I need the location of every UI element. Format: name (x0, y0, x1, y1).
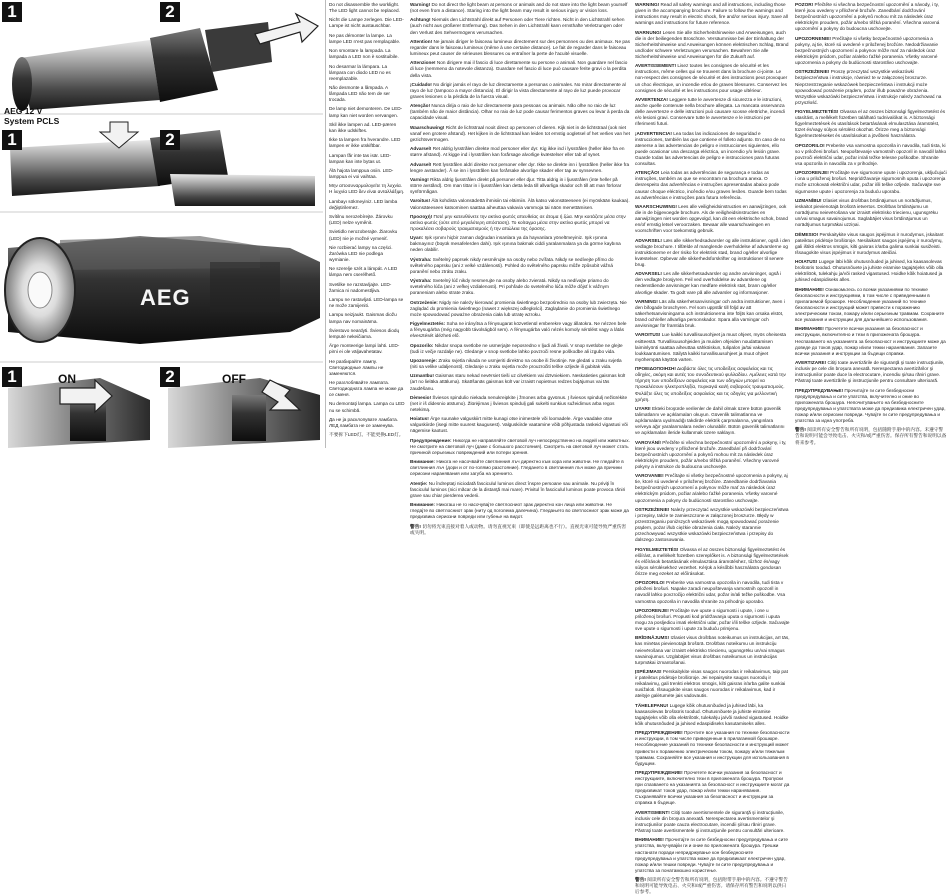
paragraph: Не разбирайте лампу. Светодиодные лампы не заменяются. (329, 358, 384, 376)
warning-text: Прочитајте ги сите безбедносни предупредувања и сите упатства, вклучувајќи ги и оние во приложената брошура. Грешки настанати поради непридржување кон безбедносните предупредувања и упатства може да предизвикаат електричен удар, пожар и/или тешки повреди. Чувајте ги сите предупредувања и упатства за понатамошно користење. (635, 837, 789, 873)
warning-label: Attenzione! (410, 60, 436, 66)
warning-text: Läs alla säkerhetsanvisningar och andra instruktioner, även i den bifogade broschyren. Fel som uppstår till följd av att säkerhetsanvisningarna och instruktionerna inte följts kan orsaka elstöt, brand och/eller allvarliga personskador. Spara alla varningar och anvisningar för framtida bruk. (635, 298, 785, 329)
warning-text: Прочитајте ги сите безбедносни предупредувања и сите упатства, вклучително и оние во приложената брошура. Непочитувањето на безбедносните предупредувања и упатствата може да предизвика електричен удар, пожар и/или сериозни повреди. Чувајте ги сите предупредувања и упатства за идна употреба. (795, 387, 946, 424)
warning-paragraph (635, 810, 790, 834)
warning-text: Olvassa el az összes biztonsági figyelmeztetést és előírást, a mellékelt füzetben szereplőket is. A biztonsági figyelmeztetések és előírások betartásának elmulasztása áramütéshez, tűzhöz és/vagy súlyos sérülésekhez vezethet. Kérjük a későbbi használatra gondosan őrizze meg ezeket az előírásokat. (635, 546, 789, 576)
warning-paragraph (410, 343, 630, 355)
warning-paragraph (635, 837, 790, 874)
warning-paragraph (635, 580, 790, 604)
warning-text: Izlasiet visus drošības noteikumus un instrukcijas, arī tās, kas minētas pievienotajā brošūrā. Drošības noteikumu un instrukciju neievērošana var izraisīt elektrisko triecienu, ugunsgrēku un/vai smagus savainojumus. Uzglabājiet visus drošības noteikumus un instrukcijas turpmākai izmantošanai. (635, 635, 790, 665)
warning-label: Uyarı: (410, 235, 424, 241)
warning-paragraph (635, 635, 790, 665)
warning-paragraph (410, 146, 630, 158)
warning-paragraph (795, 170, 947, 194)
warning-text: Prečítajte si všetky bezpečnostné upozornenia a pokyny, aj tie, ktoré sú uvedené v priloženej brožúre. Zanedbanie dodržiavania bezpečnostných upozornení a pokynov môže mať za následok úraz elektrickým prúdom, požiar a/alebo ťažké poranenia. Všetky varovné upozornenia a pokyny do budúcnosti starostlivo uschovajte. (635, 473, 788, 503)
warning-text: Ret aldrig lysstrålen direkte mod personer eller dyr. Kig ikke ind i lysstrålen (heller ikke fra en større afstand). At kigge ind i lysstrålen kan forårsage alvorlige kvæstelser eller tab af synet. (410, 146, 625, 158)
paragraph: Šviestuvo neardyti. Šviesos diodų lemputė nekeičiama. (329, 327, 400, 339)
warning-paragraph (410, 177, 630, 195)
paragraph: Ikke ta lampen fra hverandre. LED lampen er ikke utskiftbar. (329, 137, 401, 149)
warning-label: ПРЕДУПРЕЖДЕНИЕ! (635, 730, 683, 736)
warning-text: Světelný paprsek nikdy nesměrujte na osoby nebo zvířata. Nikdy se nedívejte přímo do světelného paprsku (ani z velké vzdálenosti). Pohled do světelného paprsku může způsobit vážná poranění nebo ztrátu zraku. (410, 256, 614, 274)
warning-text: Zraku svjetla nikada ne usmjeriti direktno na osobe ili životinje. Ne gledati u zraku svjetla (niti sa velike udaljenosti). Gledanje u zraku svjetla može prouzročiti teške ozljede ili gubitak vida. (410, 357, 622, 370)
warning-label: Внимание: (410, 502, 435, 508)
warning-text: Do not direct the light beam at persons or animals and do not stare into the light beam yourself (not even from a distance). Staring into the light beam may result in serious injury or vision loss. (410, 2, 628, 14)
warning-label: Varoitus! (410, 198, 431, 204)
warning-text: Šviesos spindulio niekada nenukreipkite į žmones arba gyvūnus. Į šviesos spindulį nežiūrėkite (net ir iš didesnio atstumo). Žiūrėjimas į šviesos spindulį gali sukelti sunkius sužeidimus arba regos netekimą. (410, 394, 628, 412)
worklight-main-view (0, 236, 323, 362)
warning-text: Прочтите все указания по технике безопасности и инструкции, в том числе приведенные в прилагаемой брошюре. Несоблюдение указаний по технике безопасности и инструкций может привести к поражению электрическим током, пожару и/или тяжелым травмам. Сохраняйте все указания и инструкции для использования в будущем. (635, 730, 790, 766)
warning-text: Izlasiet visus drošības brīdinājumus un norādījumus, ieskaitot pievienotajā brošūrā ietvertos. Drošības brīdinājumu un norādījumu neievērošana var izraisīt elektrisko triecienu, ugunsgrēku un/vai smagus savainojumus. Saglabājiet visus brīdinājumus un norādījumus turpmākai uzziņai. (795, 197, 938, 228)
warning-text: Lugege kõik ohutusnõuded ja juhised läbi, ka kaasasolevas brošüüris toodud. Ohutusnõuete ja juhiste eiramise tagajärjeks võib olla elektrilöök, tulekahju ja/või rasked vigastused. Hoidke kõik ohutusnõuded ja juhised edaspidiseks kasutamiseks alles. (635, 702, 789, 726)
warning-paragraph (635, 238, 790, 268)
warning-paragraph (635, 131, 790, 168)
warning-text: Leggere tutte le avvertenze di sicurezza e le istruzioni, anche quelle contenute nella brochure allegata. La mancata osservanza delle avvertenze e delle istruzioni può causare scosse elettriche, incendi e/o lesioni gravi. Conservare tutte le avvertenze e le istruzioni per riferimenti futuri. (635, 96, 785, 127)
warning-text: Richt de lichtstraal nooit direct op personen of dieren. Kijk niet in de lichtstraal (ook niet vanaf een grotere afstand). Het kijken in de lichtstraal kan leiden tot ernstig oogletsel of het verlies van het gezichtsvermogen. (410, 124, 630, 142)
warning-paragraph (795, 143, 947, 167)
divider (325, 0, 326, 448)
warning-label: AVVERTENZA! (635, 96, 668, 102)
warning-label: UPOZORENJE! (635, 607, 669, 613)
warning-text: Olvassa el az összes biztonsági figyelmeztetést és utasítást, a mellékelt füzetben található tudnivalókat is. A biztonsági figyelmeztetések és utasítások betartásának elmulasztása áramütést, tüzet és/vagy súlyos sérülést okozhat. Őrizze meg a biztonsági figyelmeztetéseket és utasításokat a jövőbeni használatra. (795, 109, 946, 139)
warning-label: UYARI! (635, 405, 651, 411)
warning-paragraph (635, 703, 790, 727)
step-2-badge: 2 (160, 2, 180, 22)
warning-text: Lea todas las indicaciones de seguridad e instrucciones, también las que contiene el folleto adjunto. En caso de no atenerse a las advertencias de peligro e instrucciones siguientes, ello puede ocasionar una descarga eléctrica, un incendio y/o lesión grave. Guarde todas las advertencias de peligro e instrucciones para futuras consultas. (635, 130, 786, 166)
warning-text: Prečítajte si všetky bezpečnostné upozornenia a pokyny, aj tie, ktoré sú uvedené v priloženej brožúre. Nedodržiavanie bezpečnostných upozornení a pokynov môže mať za následok úraz elektrickým prúdom, požiar a/alebo ťažké poranenia. Všetky varovné upozornenia a pokyny do budúcnosti starostlivo uschovajte. (795, 35, 938, 66)
warning-label: Uzmanību! (410, 373, 434, 379)
step-2-badge: 2 (160, 130, 180, 150)
warning-label: OSTRZEŻENIE! (795, 69, 830, 75)
warning-label: WARNING! (635, 2, 660, 7)
warning-text: Ärge suunake valguskiirt mitte kunagi otse inimestele või loomadele. Ärge vaadake otse valguskiirde (isegi mitte suurest kaugusest). Valguskiirde vaatamine võib põhjustada raskeid vigastusi või nägemise kaotust. (410, 416, 628, 434)
warning-text: Leia todas as advertências de segurança e todas as instruções, também as que se encontram na brochura anexa. O desrespeito das advertências e instruções apresentadas abaixo pode causar choque eléctrico, incêndio e/ou graves lesões. Guarde bem todas as advertências e instruções para futura referência. (635, 170, 787, 200)
warning-text: Işık ışınını hiçbir zaman doğrudan insanlara ya da hayvanlara yöneltmeyiniz. Işık ışınına bakmayınız (büyük mesafelerden dahi). Işık ışınına bakmak ciddi yaralanmalara ya da görme kaybına neden olabilir. (410, 235, 621, 253)
warning-text: Soha ne irányítsa a fénysugarat közvetlenül emberekre vagy állatokra. Ne nézzen bele a fénysugárba (még nagyobb távolságból sem). A fénysugárba való nézés komoly sérülést vagy a látás elvesztését idézheti elő. (410, 321, 627, 339)
warning-label: Dėmesio! (410, 394, 432, 400)
warning-label: ВНИМАНИЕ! (795, 286, 824, 292)
warning-paragraph (410, 103, 630, 121)
warning-paragraph (795, 427, 947, 445)
warning-label: Warning! (410, 2, 431, 7)
warning-paragraph (795, 2, 947, 32)
warning-paragraph (410, 481, 630, 499)
paragraph: Lampu ne rastavljati. LED-lampa se ne može zamijeniti. (329, 297, 404, 309)
warning-label: BRĪDINĀJUMS! (635, 635, 670, 641)
warning-paragraph (795, 388, 947, 425)
paragraph: No desarmar la lámpara. La lámpara con diodo LED no es reemplazable. (329, 63, 391, 81)
step-row-switch (8, 378, 320, 448)
warning-text: Citiţi toate avertizările de siguranţă şi toate instrucţiunile, inclusiv pe cele din broşura anexată. Nerespectarea avertizărilor şi instrucţiunilor poate duce la electrocutare, incendiu şi/sau răniri grave. Păstraţi toate avertizările şi instrucţiunile pentru consultare ulterioară. (795, 360, 945, 384)
warning-label: OSTRZEŻENIE! (635, 506, 670, 512)
paragraph: Μην αποσυναρμολογείτε τη λυχνία. Η λυχνία LED δεν είναι ανταλλάξιμη. (329, 183, 405, 195)
paragraph: Älä hajota lamppua osiin. LED-lamppua ei voi vaihtaa. (329, 167, 394, 180)
warning-text: Никога не насочвайте светлинния лъч директно към хора или животни. Не гледайте в светлинния лъч (дори и от по-голямо разстояние). Гледането в светлинния лъч може да причини сериозни наранявания или загуба на зрението. (410, 459, 624, 477)
warning-paragraph (635, 770, 790, 807)
warning-label: Výstraha: (410, 256, 432, 262)
warning-label: ATENÇÃO! (635, 170, 660, 176)
warning-text: Nikdar snopa svetlobe ne usmerjajte neposredno v ljudi ali živali. V snop svetlobe ne glejte (tudi iz večje razdalje ne). Gledanje v snop svetlobe lahko povzroči resne poškodbe ali izgubo vida. (410, 342, 623, 354)
warning-paragraph (410, 162, 630, 174)
warning-label: UZMANĪBU! (795, 197, 822, 203)
warning-paragraph (410, 438, 630, 456)
warning-paragraph (410, 502, 630, 520)
warning-label: ВНИМАНИЕ! (795, 326, 824, 332)
warning-label: Figyelmeztetés: (410, 321, 446, 327)
warning-paragraph (410, 373, 630, 391)
step-1-badge: 1 (2, 2, 22, 22)
warning-text: Lue kaikki turvallisuusohjeet ja muut ohjeet, myös oheisesta esitteestä. Turvallisuusohjeiden ja muiden ohjeiden noudattamisen laiminlyönti saattaa aiheuttaa sähköiskun, tulipalon ja/tai vakavan loukkaantumisen. Säilytä kaikki turvallisuusohjeet ja muut ohjeet myöhempää käyttöä varten. (635, 332, 787, 362)
warning-label: POZOR! (795, 2, 814, 7)
warning-label: WARNUNG! (635, 29, 662, 35)
warning-text: Přečtěte si všechna bezpečnostní upozornění a pokyny, i ty, které jsou uvedeny v přiložené brožuře. Zanedbání při dodržování bezpečnostních upozornění a pokynů mohou mít za následek úraz elektrickým proudem, požár a/nebo těžká poranění. Všechny varovné pokyny a instrukce do budoucna uschovejte. (635, 439, 787, 469)
warning-label: Atenção! (410, 103, 431, 109)
warning-text: Ознакомьтесь со всеми указаниями по технике безопасности и инструкциями, в том числе с приведенными в прилагаемой брошюре. Несоблюдение указаний по технике безопасности и инструкций может привести к поражению электрическим током, пожару и/или серьезным травмам. Сохраните все указания и инструкции для дальнейшего использования. (795, 286, 945, 323)
warning-text: Nu îndreptaţi niciodată fasciculul luminos direct înspre persoane sau animale. Nu priviţi în fasciculul luminos (nici măcar de la distanţă mai mare). Privitul în fasciculul luminos poate provoca răniri grave sau chiar pierderea vederii. (410, 480, 626, 498)
paragraph: Svetilke ne razstavljajte. LED-žarnica ni nadomestljiva. (329, 281, 392, 293)
warning-label: Предупреждение: (410, 437, 452, 443)
warning-label: ΠΡΟΕΙΔΟΠΟΙΗΣΗ! (635, 366, 676, 372)
warning-label: 警告! (635, 877, 646, 883)
warning-label: WAARSCHUWING! (635, 203, 677, 209)
warning-paragraph (795, 259, 947, 283)
warning-paragraph (410, 416, 630, 434)
paragraph: Да не ја расклопувате ламбата. ЛЕД ламбата не се заменува. (329, 416, 399, 428)
warning-paragraph (635, 97, 790, 127)
warning-label: Ostrzeżenie: (410, 299, 438, 305)
warning-paragraph (410, 300, 630, 318)
paragraph: Не разглобявайте лампата. Светодиодната лампа не може да се сменя. (329, 380, 404, 398)
paragraph: Do not disassemble the worklight. The LED light cannot be replaced. (329, 2, 400, 14)
warning-paragraph (795, 360, 947, 384)
warning-paragraph (635, 406, 790, 436)
warning-text: 阅读所有安全警告和所有说明，包括附带手册中的内容。不遵守警告和说明可能导致电击、火灾和/或严重伤害。请保存所有警告和说明以供日后参考。 (635, 877, 788, 895)
warning-paragraph (795, 232, 947, 256)
illustration-panel (0, 0, 323, 448)
paragraph: Nu demontaţi lampa. Lampa cu LED nu se schimbă. (329, 401, 405, 413)
warning-label: Varning! (410, 176, 429, 182)
warning-label: AVERTISMENT! (635, 809, 670, 815)
warning-paragraph (635, 30, 790, 60)
warning-text: Nigdy nie należy kierować promienia świetlnego bezpośrednio na osoby lub zwierzęta. Nie zaglądać do promienia świetlnego (nawet z większej odległości). Zaglądanie do promienia świetlnego może spowodować poważne obrażenia ciała lub utratę wzroku. (410, 299, 627, 317)
warning-paragraph (635, 366, 790, 403)
warning-label: VAROVÁNÍ! (635, 439, 661, 445)
paragraph: Svietidlo nerozoberajte. Žiarovku (LED) nie je možné vymeniť. (329, 229, 398, 241)
warning-text: Perskaitykite visas saugos nuorodas ir reikalavimus, taip pat ir pateiktus pridėtoje brošiūroje. Jei nepaisysite saugos nuorodų ir reikalavimų, gali trenkti elektros smūgis, kilti gaisras ir/arba galite sunkiai susižaloti. Išsaugokite visas saugos nuorodas ir reikalavimus, kad ir ateityje galėtumėte jais vadovautis. (635, 669, 788, 699)
col-safety-warnings-2 (795, 2, 947, 449)
warning-label: ПРЕДУПРЕДУВАЊЕ! (795, 387, 844, 393)
warning-label: Upozorenje: (410, 357, 438, 363)
warning-text: No dirigir jamás el rayo de luz directamente a personas o animales. No mirar directamente al rayo de luz (tampoco a mayor distancia). El dirigir la vista directamente al rayo de luz puede provocar graves lesiones o la pérdida de la fuerza visual. (410, 81, 626, 99)
warning-text: Læs alle sikkerhedsadvarsler og alle instruktioner, også i den vedlagte brochure. I tilfælde af manglende overholdelse af advarslerne og instruktionerne er der risiko for elektrisk stød, brand og/eller alvorlige kvæstelser. Opbevar alle sikkerhedsforskrifter og instruktioner til senere brug. (635, 237, 790, 267)
warning-text: Прочетете всички указания за безопасност и инструкциите, включително тези в приложената брошура. Пропуски при спазването на указанията за безопасност и инструкциите могат да предизвикат токов удар, пожар и/или тежки наранявания. Съхранявайте всички указания за безопасност и инструкции за справка в бъдеще. (635, 770, 790, 806)
on-label: ON (58, 372, 76, 386)
warning-paragraph (410, 125, 630, 143)
warning-paragraph (410, 2, 630, 14)
warning-paragraph (635, 440, 790, 470)
warning-text: Прочетете всички указания за безопасност и инструкции, включително и тези в приложената брошура. Неспазването на указанията за безопасност и инструкциите може да доведе до токов удар, пожар и/или тежки наранявания. Запазете всички указания и инструкции за бъдещи справки. (795, 326, 946, 356)
warning-label: OPOZORILO! (795, 142, 825, 148)
warning-text: Pročitajte sve upute o sigurnosti i upute, i one u priloženoj brošuri. Propusti kod pridržavanja uputa o sigurnosti i uputa mogu za posljedicu imati električni udar, požar i/ili teške ozljede. Sačuvajte sve upute o sigurnosti i upute za buduću primjenu. (635, 607, 790, 632)
warning-paragraph (410, 235, 630, 253)
paragraph: Svítilnu nerozebírejte. Žárovku (LED) nelze vyměnit. (329, 214, 393, 226)
warning-text: Ekteki broşürde verilenler de dahil olmak üzere bütün güvenlik talimatlarını ve açıklamaları okuyun. Güvenlik talimatlarına ve açıklamalara uyulmadığı takdirde elektrik çarpmalarına, yangınlara ve/veya ağır yaralanmalara neden olunabilir. Bütün güvenlik talimatlarını ve açıklamaları ileride kullanmak üzere saklayın. (635, 405, 785, 436)
warning-text: Read all safety warnings and all instructions, including those given in the accompanying brochure. Failure to follow the warnings and instructions may result in electric shock, fire and/or serious injury. Save all warnings and instructions for future reference. (635, 2, 788, 26)
warning-text: Należy przeczytać wszystkie wskazówki bezpieczeństwa i przepisy, także te zamieszczone w załączonej broszurze. Błędy w przestrzeganiu poniższych wskazówek mogą spowodować porażenie prądem, pożar i/lub ciężkie obrażenia ciała. Należy starannie przechowywać wszystkie wskazówki bezpieczeństwa i przepisy do dalszego zastosowania. (635, 506, 789, 543)
warning-paragraph (410, 459, 630, 477)
warning-paragraph (410, 395, 630, 413)
warning-text: Svetelný lúč nikdy nesmerujte na osoby alebo zvieratá. Nikdy sa nedívajte priamo do svetelného lúča (ani z veľkej vzdialenosti). Pri pohľade do svetelného lúča môže dôjsť k vážnym poraneniam alebo strate zraku. (410, 278, 609, 296)
paragraph: Lampu neizjaukt. Gaismas diožu lampa nav nomaināma. (329, 312, 397, 324)
col-safety-warnings (635, 2, 790, 896)
paragraph: 不要拆下LED灯。不能更换LED灯。 (329, 432, 404, 438)
warning-text: Διαβάστε όλες τις υποδείξεις ασφαλείας και τις οδηγίες, ακόμη και αυτές του συνοδευτικού φυλλαδίου. Αμέλειες κατά την τήρηση των υποδείξεων ασφαλείας και των οδηγιών μπορεί να προκαλέσουν ηλεκτροπληξία, πυρκαγιά και/ή σοβαρούς τραυματισμούς. Φυλάξτε όλες τις υποδείξεις ασφαλείας και τις οδηγίες για μελλοντική χρήση. (635, 366, 786, 402)
warning-paragraph (795, 69, 947, 106)
col-light-beam-warnings (410, 2, 630, 539)
warning-paragraph (635, 877, 790, 895)
paragraph: Não desmonte a lâmpada. A lâmpada LED não tem de ser trocada. (329, 84, 390, 103)
warning-paragraph (635, 730, 790, 767)
warning-label: Advarsel! (410, 146, 432, 152)
warning-text: Les alle sikkerhetsadvarsler og andre anvisninger, også i den vedlagte brosjyren. Feil ved overholdelse av advarslene og nedenstående anvisninger kan medføre elektrisk støt, brann og/eller alvorlige skader. Ta godt vare på alle advarsler og informasjoner. (635, 271, 782, 295)
warning-label: ADVARSEL! (635, 237, 662, 243)
warning-label: 警告! (795, 427, 806, 433)
warning-text: Perskaitykite visus saugos įspėjimus ir nurodymus, įskaitant pateiktus pridėtoje brošiūroje. Nesilaikant saugos įspėjimų ir nurodymų, gali ištikti elektros smūgis, kilti gaisras ir/arba galima sunkiai susižeisti. Išsaugokite visus įspėjimus ir nurodymus ateičiai. (795, 231, 944, 255)
warning-label: VAROVANIE! (635, 473, 664, 479)
warning-paragraph (635, 332, 790, 362)
warning-text: Ποτέ μην κατευθύνετε την ακτίνα φωτός απευθείας σε άτομα ή ζώα. Μην κοιτάζετε μέσα στην ακτίνα φωτός (ούτε από μεγαλύτερη απόσταση). Το κοίταγμα μέσα στην ακτίνα φωτός μπορεί να προκαλέσει σοβαρούς τραυματισμούς ή την απώλεια της όρασης. (410, 213, 626, 231)
paragraph: Nicht die Lampe zerlegen. Die LED-Lampe ist nicht austauschbar. (329, 17, 404, 29)
warning-text: Non dirigere mai il fascio di luce direttamente su persone o animali. Non guardare nel fascio di luce (nemmeno da notevole distanza). Guardare nel fascio di luce può causare ferite gravi o la perdita della vista. (410, 60, 628, 78)
warning-paragraph (410, 60, 630, 78)
warning-paragraph (635, 204, 790, 234)
warning-paragraph (410, 214, 630, 232)
paragraph: Ne pas démonter la lampe. La lampe LED n'est pas remplaçable. (329, 32, 401, 44)
warning-label: Attention! (410, 38, 433, 44)
warning-text: Rett lysstrålen aldri direkte mot personer eller dyr. Ikke se direkte inn i lysstrålen (heller ikke fra lengre avstander). Å se inn i lysstrålen kan forårsake alvorlige skader eller tap av synsevnen. (410, 161, 630, 173)
warning-paragraph (410, 524, 630, 536)
paragraph: Skil ikke lampen ad. LED-pæren kan ikke udskiftes. (329, 121, 397, 133)
warning-text: Proszę przeczytać wszystkie wskazówki bezpieczeństwa i instrukcje, również te w załączonej broszurze. Nieprzestrzeganie wskazówek bezpieczeństwa i instrukcji może spowodować porażenie prądem, pożar i/lub poważne obrażenia. Wszystkie wskazówki bezpieczeństwa i instrukcje należy zachować na przyszłość. (795, 69, 942, 105)
warning-label: FIGYELMEZTETÉS! (795, 109, 839, 115)
warning-label: AVERTIZARE! (795, 360, 827, 366)
warning-label: Внимание: (410, 459, 435, 465)
warning-paragraph (410, 82, 630, 100)
warning-label: UPOZORNENIE! (795, 35, 831, 41)
warning-label: ВНИМАНИЕ! (635, 837, 664, 843)
warning-paragraph (635, 271, 790, 295)
warning-label: DĖMESIO! (795, 231, 819, 237)
paragraph: Ärge monteerige lampi lahti. LED-pirni ei ole väljavahetatav. (329, 343, 400, 355)
warning-paragraph (635, 170, 790, 200)
warning-text: Lees alle veiligheidsinstructies en aanwijzingen, ook die in de bijgevoegde brochure. Als de veiligheidsinstructies en aanwijzingen niet worden opgevolgd, kan dit een elektrische schok, brand en/of ernstig letsel veroorzaken. Bewaar alle waarschuwingen en voorschriften voor toekomstig gebruik. (635, 203, 788, 234)
warning-label: Achtung! (410, 17, 431, 23)
warning-label: VARNING! (635, 298, 658, 304)
paragraph: Lambayı sökmeyiniz. LED lamba değiştirilemez. (329, 198, 398, 210)
warning-paragraph (795, 36, 947, 66)
warning-label: ¡ADVERTENCIA! (635, 130, 672, 136)
warning-text: 切勿将光束直接对着人或动物。请勿直视光束（即使是远距离也不行）。直视光束可能导致严重伤害或失明。 (410, 523, 627, 535)
warning-label: TÄHELEPANU! (635, 702, 669, 708)
warning-paragraph (795, 198, 947, 228)
brand-logo: AEG (140, 285, 191, 310)
paragraph: Lampan får inte tas isär. LED-lampan kan inte bytas ut. (329, 152, 392, 164)
warning-label: FIGYELMEZTETÉS! (635, 546, 679, 552)
warning-text: Citiţi toate avertismentele de siguranţă şi instrucţiunile, inclusiv cele din broşura anexată. Nerespectarea avertismentelor şi instrucţiunilor poate cauza electrocutare, incendii şi/sau răniri grave. Păstraţi toate avertismentele şi instrucţiunile pentru consultări ulterioare. (635, 809, 785, 834)
paragraph: Nie rozbierać lampy na części. Żarówka LED nie podlega wymianie. (329, 244, 393, 262)
warning-text: Nunca dirija o raio de luz directamente para pessoas ou animais. Não olhe no raio de luz (também não de maior distância). Olhar no raio de luz pode causar ferimentos graves ou levar à perda da capacidade visual. (410, 103, 630, 121)
off-label: OFF (222, 372, 246, 386)
step-2-badge: 2 (160, 367, 180, 387)
warning-label: OPOZORILO! (635, 580, 665, 586)
warning-paragraph (410, 358, 630, 370)
warning-label: Advarsel! (410, 161, 432, 167)
warning-label: 警告! (410, 523, 421, 529)
warning-text: Pročitajte sve sigurnosne upute i upozorenja, uključujući i ona u priloženoj brošuri. Nepridržavanje sigurnosnih uputa i upozorenja može uzrokovati električni udar, požar i/ili teške ozljede. Sačuvajte sve sigurnosne upute i upozorenja za buduću uporabu. (795, 170, 947, 194)
warning-paragraph (635, 547, 790, 577)
warning-label: VAROITUS! (635, 332, 661, 338)
warning-text: Lesen Sie alle Sicherheitshinweise und Anweisungen, auch die in der beiliegenden Broschüre. Versäumnisse bei der Einhaltung der Sicherheitshinweise und Anweisungen können elektrischen Schlag, Brand und/oder schwere Verletzungen verursachen. Bewahren Sie alle Sicherheitshinweise und Anweisungen für die Zukunft auf. (635, 29, 789, 59)
paragraph: Ne szerelje szét a lámpát. A LED lámpa nem cserélhető. (329, 266, 398, 278)
warning-paragraph (635, 2, 790, 26)
warning-text: Niemals den Lichtstrahl direkt auf Personen oder Tiere richten. Nicht in den Lichtstrahl sehen (auch nicht aus größerer Entfernung). Das Sehen in den Lichtstrahl kann ernsthafte Verletzungen oder den Verlust des Sehvermögens verursachen. (410, 17, 625, 35)
model-label: AEG 12 V System PCLS (4, 106, 60, 126)
warning-label: AVERTISSEMENT! (635, 63, 677, 69)
warning-label: ĮSPĖJIMAS! (635, 669, 662, 675)
warning-label: UPOZORENJE! (795, 170, 829, 176)
warning-paragraph (410, 278, 630, 296)
warning-label: ПРЕДУПРЕЖДЕНИЕ! (635, 770, 683, 775)
paragraph: De lamp niet demonteren. De LED-lamp kan niet worden vervangen. (329, 106, 403, 118)
warning-label: Hoiatus! (410, 416, 429, 422)
warning-text: Никогда не направляйте световой луч непосредственно на людей или животных. Не смотрите на световой луч (даже с большого расстояния). Смотреть на световой луч может стать причиной серьезных повреждений или потери зрения. (410, 437, 630, 455)
warning-paragraph (410, 321, 630, 339)
warning-text: Preberite vsa varnostna opozorila in navodila, tudi tista, ki so v priloženi brošuri. Neupoštevanje varnostnih opozoril in navodil lahko povzroči električni udar, požar in/ali težke telesne poškodbe. Shranite vsa opozorila in navodila za v prihodnje. (795, 142, 947, 166)
warning-text: Lugege läbi kõik ohutusnõuded ja juhised, ka kaasasolevas brošüüris toodud. Ohutusnõuete ja juhiste eiramise tagajärjeks võib olla elektrilöök, tulekahju ja/või rasked vigastused. Hoidke kõik hoiatused ja juhised edaspidiseks alles. (795, 259, 944, 283)
warning-text: 阅读所有安全警告和所有说明，包括随附手册中的内容。未遵守警告和说明可能会导致电击、火灾和/或严重伤害。保存所有警告和说明以备将来参考。 (795, 427, 947, 445)
warning-text: Lisez toutes les consignes de sécurité et les instructions, même celles qui se trouvent dans la brochure ci-jointe. Le non-respect des consignes de sécurité et des instructions peut provoquer un choc électrique, un incendie et/ou de graves blessures. Conservez les consignes de sécurité et les instructions pour usage ultérieur. (635, 63, 788, 93)
warning-label: Προσοχή! (410, 213, 433, 219)
warning-label: ¡Cuidado! (410, 81, 432, 87)
warning-text: Gaismas staru nekad nevērsiet tieši uz cilvēkiem vai dzīvniekiem. Neskatieties gaismas kūlī (arī no lielāka attāluma). Skatīšanās gaismas kūlī var izraisīt nopietnus redzes bojājumus vai tās zaudēšanu. (410, 373, 626, 391)
warning-label: Atenţie: (410, 480, 428, 486)
warning-text: Никогаш не го насочувајте светлосниот зрак директно кон лица или животни. Не гледајте во светлосниот зрак (ниту од поголема далечина). Гледањето во светлосниот зрак може да предизвика сериозни повреди или губење на видот. (410, 502, 629, 520)
warning-label: ADVARSEL! (635, 271, 662, 277)
warning-paragraph (635, 608, 790, 632)
col-disassembly-notes (329, 2, 405, 442)
warning-paragraph (795, 109, 947, 139)
warning-paragraph (635, 669, 790, 699)
warning-paragraph (410, 257, 630, 275)
warning-text: Přečtěte si všechna bezpečnostní upozornění a návody, i ty, které jsou uvedeny v přiložené brožuře. Zanedbání dodržování bezpečnostních upozornění a pokynů mohou mít za následek úraz elektrickým proudem, požár a/nebo těžká poranění. Všechna varovná upozornění a pokyny do budoucna uschovejte. (795, 2, 940, 32)
step-1-badge: 1 (2, 130, 22, 150)
warning-label: HOIATUS! (795, 259, 818, 265)
warning-text: Preberite vsa varnostna opozorila in navodila, tudi tista v priloženi brošuri. Napake zaradi neupoštevanja varnostnih opozoril in navodil lahko povzročijo električni udar, požar in/ali težke poškodbe. Vsa varnostna opozorila in navodila shranite za prihodnjo uporabo. (635, 580, 786, 604)
warning-paragraph (795, 287, 947, 324)
step-1-badge: 1 (2, 367, 22, 387)
warning-paragraph (410, 39, 630, 57)
warning-text: Rikta aldrig ljusstrålen direkt på personer eller djur. Titta aldrig in i ljusstrålen (inte heller på större avstånd). Om man tittar in i ljusstrålen kan detta leda till allvarliga skador och till att man förlorar synförmågan. (410, 176, 622, 195)
warning-paragraph (635, 507, 790, 544)
warning-paragraph (410, 198, 630, 210)
warning-text: Ne jamais diriger le faisceau lumineux directement sur des personnes ou des animaux. Ne pas regarder dans le faisceau lumineux (même à une certaine distance). Le fait de regarder dans le faisceau lumineux peut causer de sérieuses blessures ou entraîner la perte de l'acuité visuelle. (410, 38, 630, 57)
worklight-body-2 (10, 140, 160, 196)
warning-label: Waarschuwing! (410, 124, 445, 130)
warning-paragraph (795, 326, 947, 356)
warning-paragraph (635, 473, 790, 503)
warning-paragraph (635, 63, 790, 93)
warning-label: Výstraha: (410, 278, 432, 284)
warning-paragraph (635, 299, 790, 329)
warning-paragraph (410, 17, 630, 35)
warning-text: Älä kohdista valonsädettä ihmisiin tai eläimiin. Älä katso valonsäteeseen (ei myöskään kaukaa). Valonsäteeseen katsominen saattaa aiheuttaa vakavia vammoja tai näön menettämisen. (410, 198, 630, 210)
paragraph: Non smontare la lampada. La lampada a LED non è sostituibile. (329, 48, 399, 60)
warning-label: Opozorilo: (410, 342, 434, 348)
